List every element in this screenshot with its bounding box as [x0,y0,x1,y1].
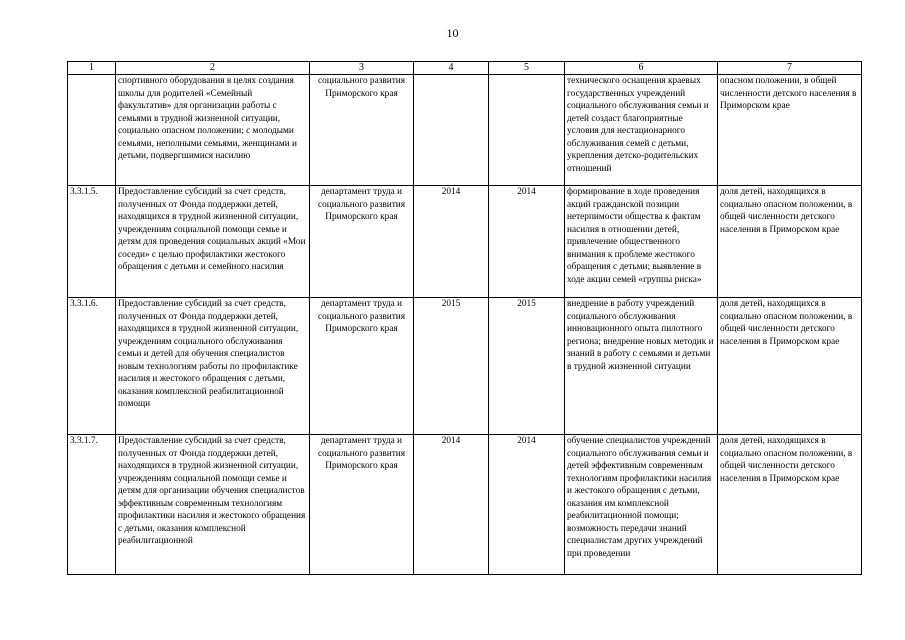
result-cell: формирование в ходе проведения акций гражданской позиции нетерпимости общества к фактам насилия в отношении детей, привлечение общественного внимания к проблеме жестокого обращения с детьми; выявление в ходе акции семей «группы риска» [565,186,718,298]
result-cell: обучение специалистов учреждений социального обслуживания семьи и детей эффективным современным технологиям профилактики насилия и жестокого обращения с детьми, оказания им комплексной реабилитационной помощи; возможность передачи знаний специалистам других учреждений при проведении [565,435,718,575]
executor-cell: департамент труда и социального развития Приморского края [310,186,414,298]
table-header-row [68,62,862,75]
start-year-cell: 2015 [414,298,489,435]
indicator-cell: доля детей, находящихся в социально опасном положении, в общей численности детского населения в Приморском крае [718,186,862,298]
header-cell: 1 [68,62,116,75]
table-row [68,186,862,298]
indicator-cell: доля детей, находящихся в социально опасном положении, в общей численности детского населения в Приморском крае [718,298,862,435]
start-year-cell: 2014 [414,435,489,575]
row-number: 3.3.1.6. [68,298,116,435]
executor-cell: социального развития Приморского края [310,75,414,186]
header-cell: 6 [565,62,718,75]
activity-cell: спортивного оборудования в целях создания школы для родителей «Семейный факультатив» для организации работы с семьями в трудной жизненной ситуации, социально опасном положении; с молодыми семьями, неполными семьями, женщинами и детьми, подвергшимися насилию [116,75,310,186]
row-number [68,75,116,186]
header-cell: 2 [116,62,310,75]
page-number: 10 [446,26,459,40]
table-row [68,435,862,575]
indicator-cell: опасном положении, в общей численности детского населения в Приморском крае [718,75,862,186]
row-number: 3.3.1.7. [68,435,116,575]
end-year-cell: 2014 [489,186,565,298]
indicator-cell: доля детей, находящихся в социально опасном положении, в общей численности детского населения в Приморском крае [718,435,862,575]
activity-cell: Предоставление субсидий за счет средств, полученных от Фонда поддержки детей, находящихся в трудной жизненной ситуации, учреждениям социальной помощи семье и детям для проведения социальных акций «Мои соседи» с целью профилактики жестокого обращения с детьми и семейного насилия [116,186,310,298]
end-year-cell: 2015 [489,298,565,435]
header-cell: 4 [414,62,489,75]
result-cell: технического оснащения краевых государственных учреждений социального обслуживания семьи и детей создаст благоприятные условия для нестационарного обслуживания семей с детьми, укрепления детско-родительских отношений [565,75,718,186]
start-year-cell [414,75,489,186]
row-number: 3.3.1.5. [68,186,116,298]
activity-cell: Предоставление субсидий за счет средств, полученных от Фонда поддержки детей, находящихся в трудной жизненной ситуации, учреждениям социального обслуживания семьи и детей для обучения специалистов новым технологиям работы по профилактике насилия и жестокого обращения с детьми, оказания комплексной реабилитационной помощи [116,298,310,435]
program-activities-table [67,61,862,575]
header-cell: 3 [310,62,414,75]
activity-cell: Предоставление субсидий за счет средств, полученных от Фонда поддержки детей, находящихся в трудной жизненной ситуации, учреждениям социальной помощи семье и детям для организации обучения специалистов эффективным современным технологиям профилактики насилия и жестокого обращения с детьми, оказания комплексной реабилитационной [116,435,310,575]
table-row [68,75,862,186]
end-year-cell [489,75,565,186]
result-cell: внедрение в работу учреждений социального обслуживания инновационного опыта пилотного региона; внедрение новых методик и знаний в работу с семьями и детьми в трудной жизненной ситуации [565,298,718,435]
header-cell: 7 [718,62,862,75]
header-cell: 5 [489,62,565,75]
executor-cell: департамент труда и социального развития Приморского края [310,298,414,435]
end-year-cell: 2014 [489,435,565,575]
executor-cell: департамент труда и социального развития Приморского края [310,435,414,575]
table-row [68,298,862,435]
start-year-cell: 2014 [414,186,489,298]
